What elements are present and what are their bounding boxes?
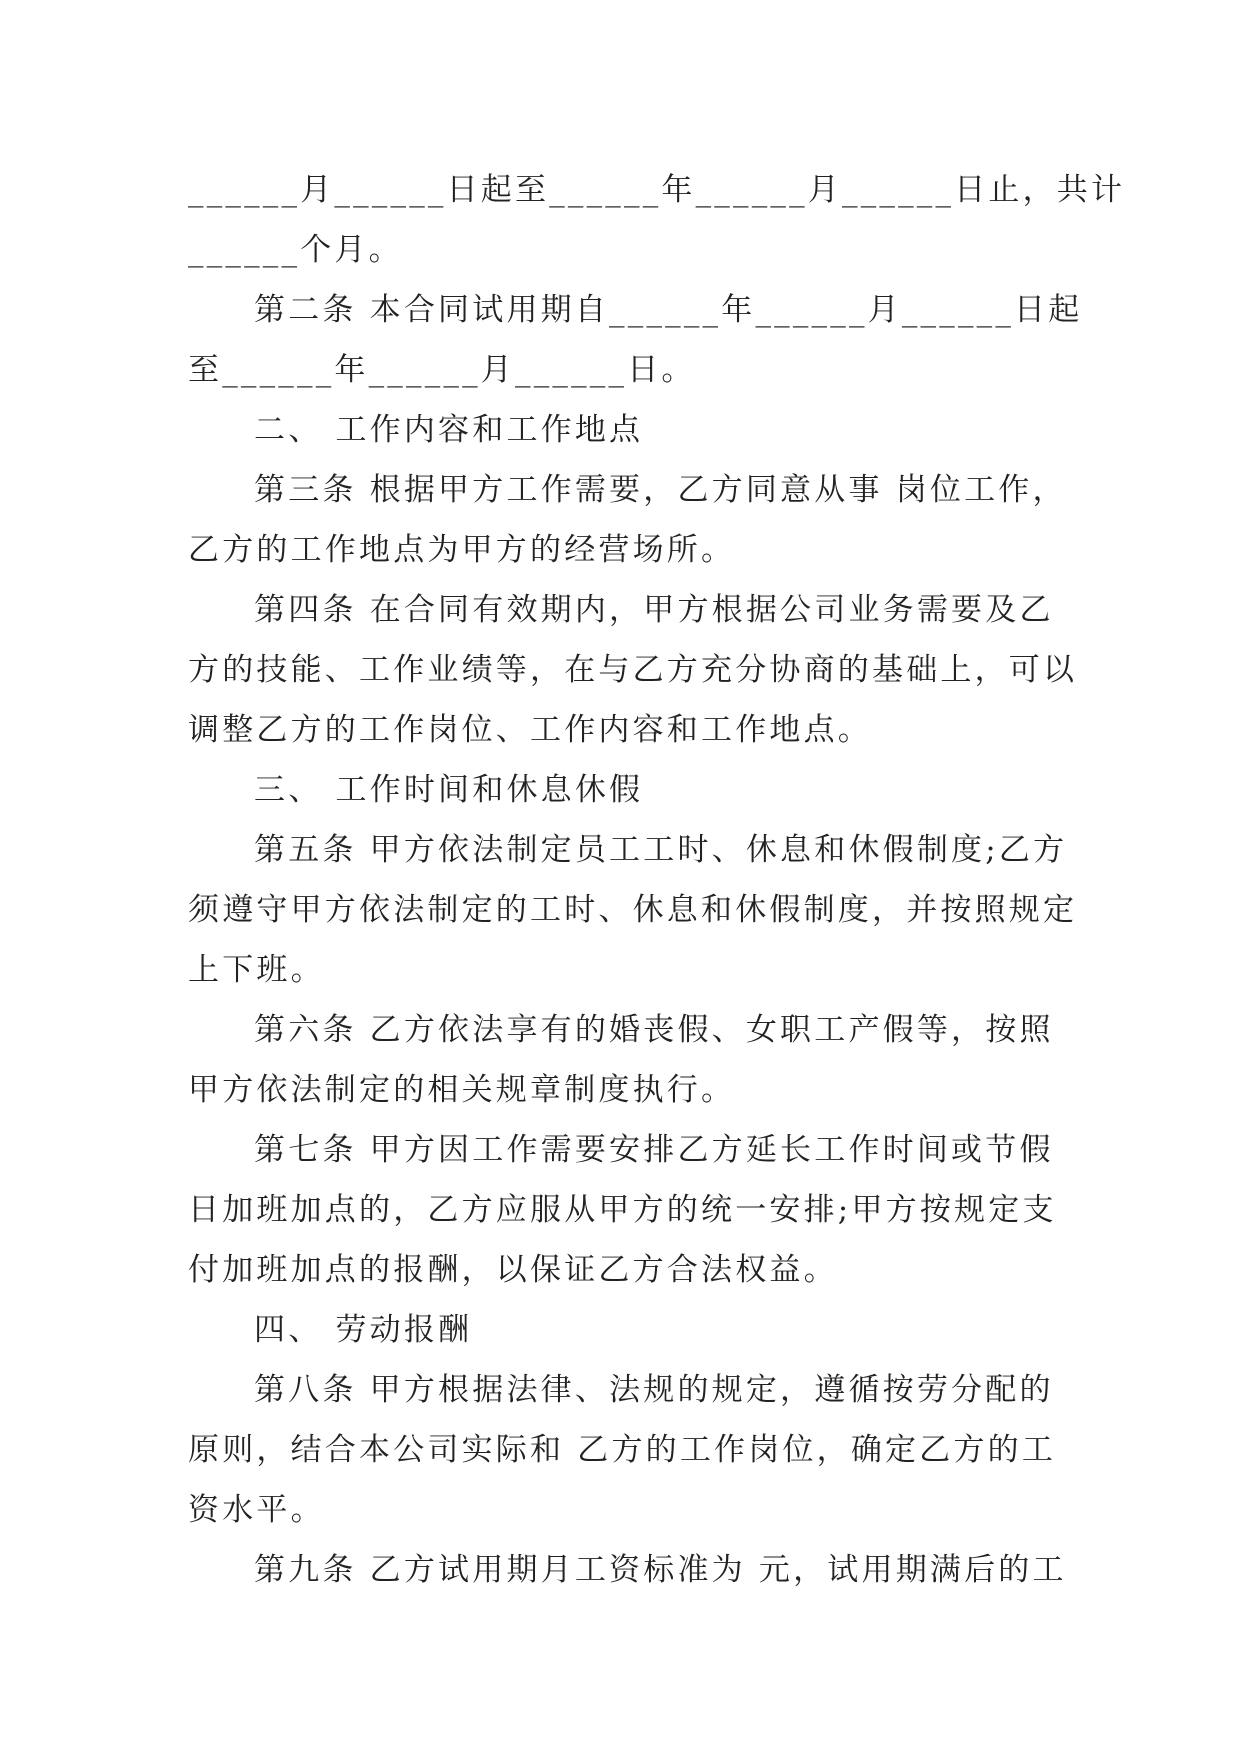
text-line: 甲方依法制定的相关规章制度执行。 — [188, 1072, 736, 1108]
text-line: 方的技能、工作业绩等，在与乙方充分协商的基础上，可以 — [188, 652, 1078, 688]
section-heading-2: 二、 工作内容和工作地点 — [254, 412, 644, 448]
text-line: ______月______日起至______年______月______日止，共计 — [188, 172, 1126, 208]
text-line: 资水平。 — [188, 1492, 325, 1528]
section-heading-3: 三、 工作时间和休息休假 — [254, 772, 644, 808]
article-2-line: 第二条 本合同试用期自______年______月______日起 — [254, 292, 1083, 328]
article-6-line: 第六条 乙方依法享有的婚丧假、女职工产假等，按照 — [254, 1012, 1054, 1048]
article-3-line: 第三条 根据甲方工作需要，乙方同意从事 岗位工作， — [254, 472, 1067, 508]
text-line: 付加班加点的报酬，以保证乙方合法权益。 — [188, 1252, 838, 1288]
article-8-line: 第八条 甲方根据法律、法规的规定，遵循按劳分配的 — [254, 1372, 1054, 1408]
text-line: 乙方的工作地点为甲方的经营场所。 — [188, 532, 736, 568]
section-heading-4: 四、 劳动报酬 — [254, 1312, 473, 1348]
article-5-line: 第五条 甲方依法制定员工工时、休息和休假制度;乙方 — [254, 832, 1068, 868]
text-line: 上下班。 — [188, 952, 325, 988]
text-line: 日加班加点的，乙方应服从甲方的统一安排;甲方按规定支 — [188, 1192, 1057, 1228]
text-line: 须遵守甲方依法制定的工时、休息和休假制度，并按照规定 — [188, 892, 1078, 928]
text-line: 调整乙方的工作岗位、工作内容和工作地点。 — [188, 712, 872, 748]
text-line: ______个月。 — [188, 232, 403, 268]
text-line: 至______年______月______日。 — [188, 352, 696, 388]
article-9-line: 第九条 乙方试用期月工资标准为 元，试用期满后的工 — [254, 1552, 1067, 1588]
article-7-line: 第七条 甲方因工作需要安排乙方延长工作时间或节假 — [254, 1132, 1054, 1168]
document-body — [188, 160, 1126, 1600]
article-4-line: 第四条 在合同有效期内，甲方根据公司业务需要及乙 — [254, 592, 1054, 628]
text-line: 原则，结合本公司实际和 乙方的工作岗位，确定乙方的工 — [188, 1432, 1057, 1468]
